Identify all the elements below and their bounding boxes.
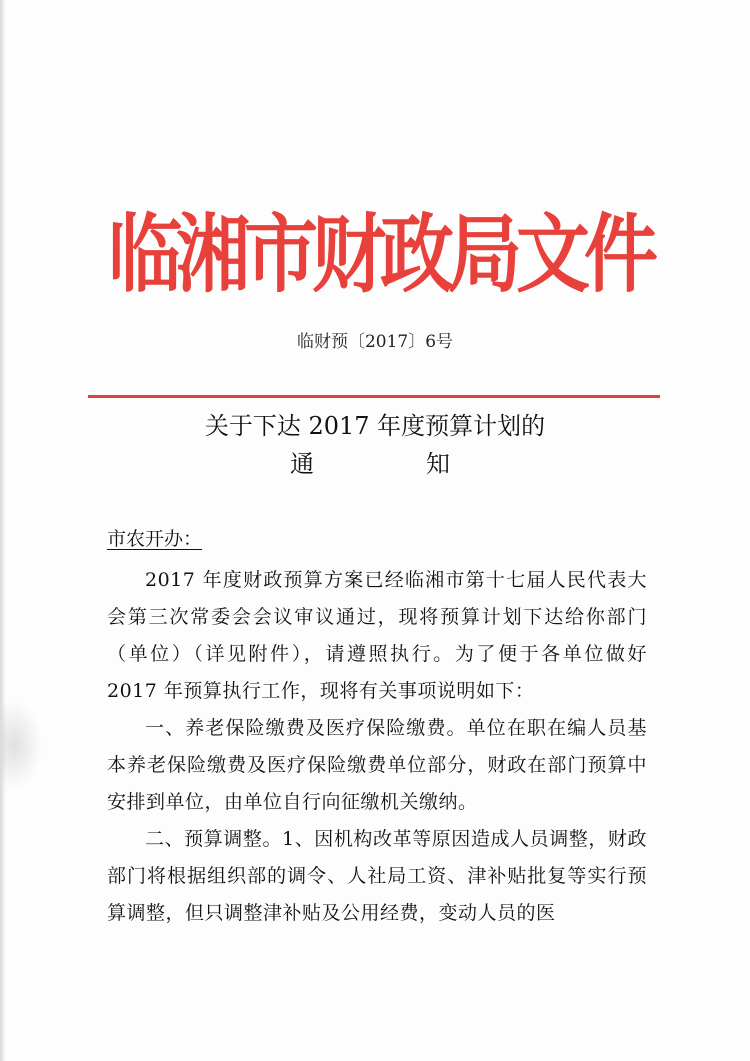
paragraph-intro: 2017 年度财政预算方案已经临湘市第十七届人民代表大会第三次常委会会议审议通过，现将预算计划下达给你部门（单位）（详见附件），请遵照执行。为了便于各单位做好 2017 年预算执行工作，现将有关事项说明如下： xyxy=(107,569,647,702)
paragraph-budget-adjustment: 二、预算调整。1、因机构改革等原因造成人员调整，财政部门将根据组织部的调令、人社局工资、津补贴批复等实行预算调整，但只调整津补贴及公用经费，变动人员的医 xyxy=(107,828,647,924)
notice-title-line-1: 关于下达 2017 年度预算计划的 xyxy=(204,412,546,440)
notice-title-char-1: 通 xyxy=(290,450,314,478)
notice-title-char-2: 知 xyxy=(426,450,450,478)
body-text xyxy=(107,562,647,932)
red-divider-rule xyxy=(88,395,660,398)
scan-edge-shadow xyxy=(0,0,6,1061)
masthead-title: 临湘市财政局文件 xyxy=(108,205,652,305)
notice-title-line-2 xyxy=(290,448,450,480)
document-number: 临财预〔2017〕6号 xyxy=(296,332,454,352)
paragraph-pension-medical: 一、养老保险缴费及医疗保险缴费。单位在职在编人员基本养老保险缴费及医疗保险缴费单位部分，财政在部门预算中安排到单位，由单位自行向征缴机关缴纳。 xyxy=(107,717,647,813)
scan-smudge xyxy=(2,700,42,790)
recipient: 市农开办： xyxy=(107,528,203,550)
